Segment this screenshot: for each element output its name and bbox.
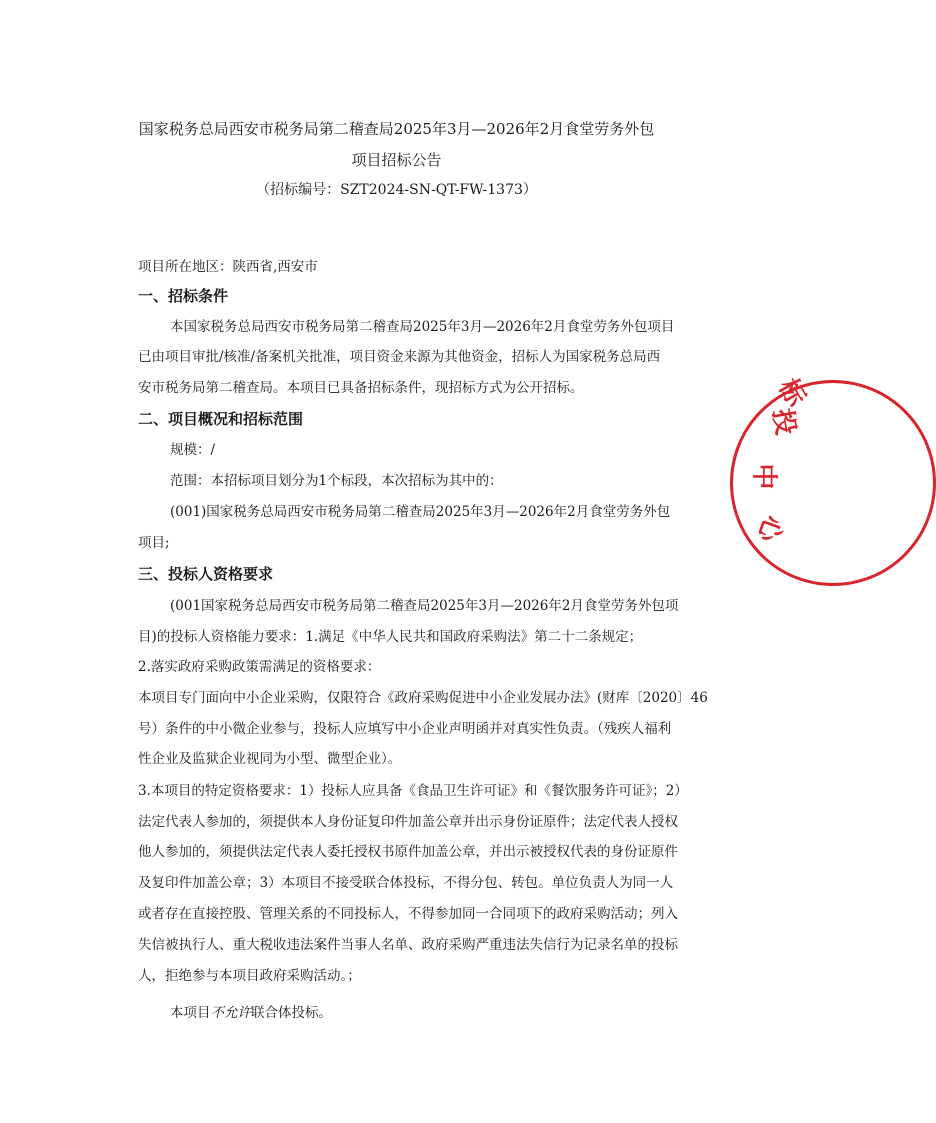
tender-number: （招标编号：SZT2024-SN-QT-FW-1373） xyxy=(256,182,537,198)
project-location: 项目所在地区：陕西省,西安市 xyxy=(138,259,318,275)
stamp-char: 心 xyxy=(751,511,789,546)
joint-bid-line xyxy=(170,1003,698,1023)
section-3-line: (001国家税务总局西安市税务局第二稽查局2025年3月—2026年2月食堂劳务外包项 xyxy=(170,598,679,614)
section-1-line: 已由项目审批/核准/备案机关批准，项目资金来源为其他资金，招标人为国家税务总局西 xyxy=(138,349,661,365)
title-line-2: 项目招标公告 xyxy=(351,151,442,169)
section-3-line: 3.本项目的特定资格要求：1）投标人应具备《食品卫生许可证》和《餐饮服务许可证》；2） xyxy=(138,783,688,799)
joint-bid-prefix: 本项目 xyxy=(170,1005,211,1021)
section-3-line: 号）条件的中小微企业参与，投标人应填写中小企业声明函并对真实性负责。（残疾人福利 xyxy=(138,721,672,737)
joint-bid-suffix: 联合体投标。 xyxy=(251,1005,332,1021)
section-1-line: 本国家税务总局西安市税务局第二稽查局2025年3月—2026年2月食堂劳务外包项目 xyxy=(170,319,675,335)
lot-line: (001)国家税务总局西安市税务局第二稽查局2025年3月—2026年2月食堂劳务外包 xyxy=(170,504,671,520)
section-3-line: 目)的投标人资格能力要求：1.满足《中华人民共和国政府采购法》第二十二条规定； xyxy=(138,629,643,645)
section-3-line: 性企业及监狱企业视同为小型、微型企业）。 xyxy=(138,751,402,767)
section-3-line: 他人参加的，须提供法定代表人委托授权书原件加盖公章，并出示被授权代表的身份证原件 xyxy=(138,844,678,860)
stamp-char: 中 xyxy=(748,463,779,490)
seal-stamp xyxy=(730,373,936,586)
section-3-line: 人，拒绝参与本项目政府采购活动。； xyxy=(138,968,361,984)
section-3-line: 或者存在直接控股、管理关系的不同投标人，不得参加同一合同项下的政府采购活动；列入 xyxy=(138,906,678,922)
section-3-line: 本项目专门面向中小企业采购，仅限符合《政府采购促进中小企业发展办法》(财库〔2020〕46 xyxy=(138,690,708,706)
scale-line: 规模：/ xyxy=(170,442,216,458)
section-1-heading: 一、招标条件 xyxy=(138,287,229,305)
stamp-char: 标 xyxy=(772,373,812,412)
section-3-line: 2.落实政府采购政策需满足的资格要求： xyxy=(138,659,381,675)
joint-bid-not-allowed: 不允许 xyxy=(210,1005,251,1021)
section-3-line: 失信被执行人、重大税收违法案件当事人名单、政府采购严重违法失信行为记录名单的投标 xyxy=(138,937,678,953)
section-2-heading: 二、项目概况和招标范围 xyxy=(138,410,304,428)
section-3-line: 法定代表人参加的，须提供本人身份证复印件加盖公章并出示身份证原件；法定代表人授权 xyxy=(138,814,678,830)
lot-line: 项目; xyxy=(138,535,170,551)
section-1-line: 安市税务局第二稽查局。本项目已具备招标条件，现招标方式为公开招标。 xyxy=(138,380,584,396)
scope-line: 范围：本招标项目划分为1个标段，本次招标为其中的： xyxy=(170,473,503,489)
title-line-1: 国家税务总局西安市税务局第二稽查局2025年3月—2026年2月食堂劳务外包 xyxy=(138,120,655,138)
stamp-char: 投 xyxy=(766,406,801,438)
section-3-heading: 三、投标人资格要求 xyxy=(138,565,274,583)
section-3-line: 及复印件加盖公章；3）本项目不接受联合体投标，不得分包、转包。单位负责人为同一人 xyxy=(138,875,674,891)
